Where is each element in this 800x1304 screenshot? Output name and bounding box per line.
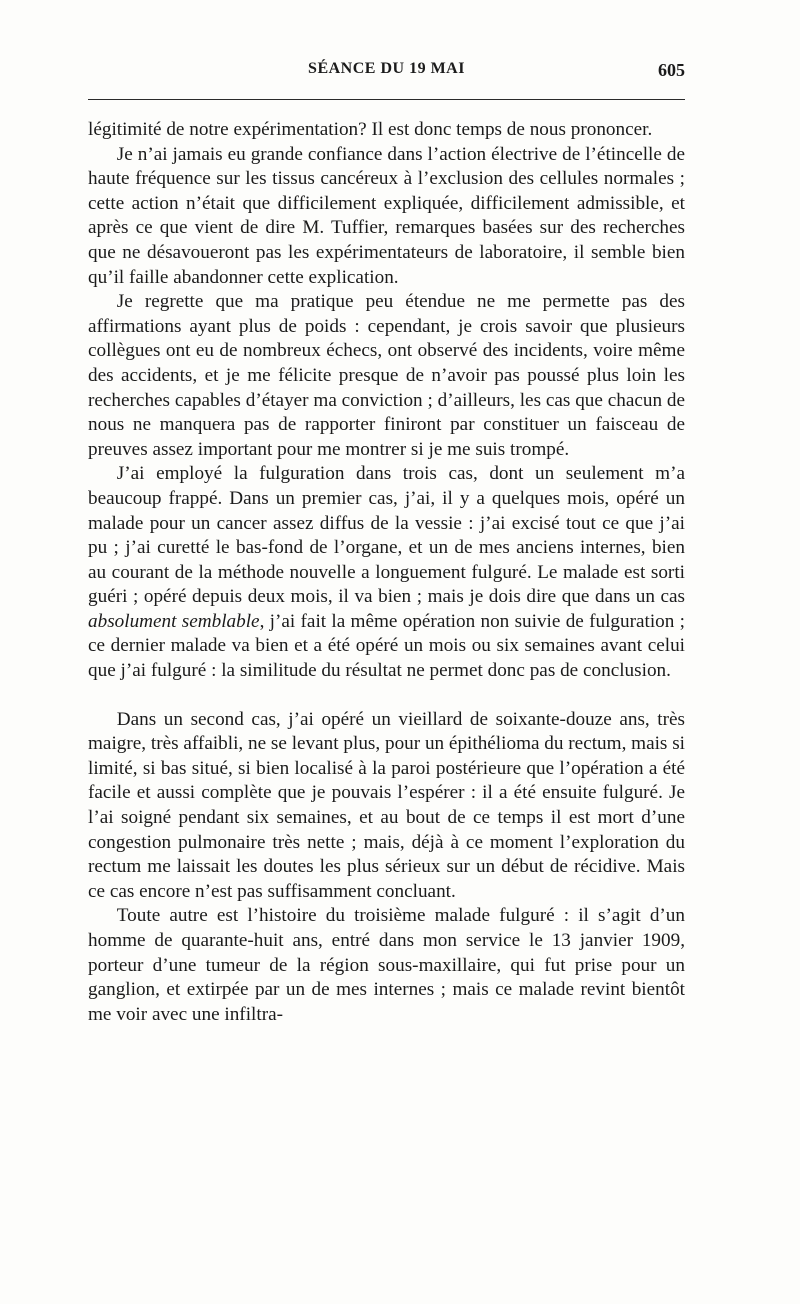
paragraph-2: Je n’ai jamais eu grande confiance dans l’action électrive de l’étincelle de haute fréquence sur les tissus cancéreux à l’exclusion des cellules normales ; cette action n’était que difficilement expliquée, difficilement admissible, et après ce que vient de dire M. Tuffier, remarques basées sur des recherches que ne désavoueront pas les expérimentateurs de laboratoire, il semble bien qu’il faille abandonner cette explication. bbox=[88, 143, 685, 288]
paragraph-4-italic: absolument semblable bbox=[88, 610, 260, 632]
page-number: 605 bbox=[658, 60, 685, 80]
paragraph-4 bbox=[88, 462, 685, 683]
paragraph-5: Dans un second cas, j’ai opéré un vieillard de soixante-douze ans, très maigre, très affaibli, ne se levant plus, pour un épithélioma du rectum, mais si limité, si bas situé, si bien localisé à la paroi postérieure que l’opération a été facile et aussi complète que je pouvais l’espérer : il a été ensuite fulguré. Je l’ai soigné pendant six semaines, et au bout de ce temps il est mort d’une congestion pulmonaire très nette ; mais, déjà à ce moment l’exploration du rectum me laissait les doutes les plus sérieux sur un début de récidive. Mais ce cas encore n’est pas suffisamment concluant. bbox=[88, 708, 685, 902]
paragraph-4-end: , j’ai fait la même opération non suivie de fulguration ; ce dernier malade va bien et a été opéré un mois ou six semaines avant celui que j’ai fulguré : la similitude du résultat ne permet donc pas de conclusion. bbox=[88, 610, 685, 682]
paragraph-1: légitimité de notre expérimentation? Il est donc temps de nous prononcer. bbox=[88, 119, 653, 140]
paragraph-6: Toute autre est l’histoire du troisième malade fulguré : il s’agit d’un homme de quarante-huit ans, entré dans mon service le 13 janvier 1909, porteur d’une tumeur de la région sous-maxillaire, qui fut prise pour un ganglion, et extirpée par un de mes internes ; mais ce malade revint bientôt me voir avec une infiltra- bbox=[88, 905, 685, 1025]
running-title: SÉANCE DU 19 MAI bbox=[308, 60, 465, 77]
header-rule bbox=[88, 99, 685, 100]
body-text bbox=[88, 118, 685, 1027]
paragraph-4-start: J’ai employé la fulguration dans trois cas, dont un seulement m’a beaucoup frappé. Dans un premier cas, j’ai, il y a quelques mois, opéré un malade pour un cancer assez diffus de la vessie : j’ai excisé tout ce que j’ai pu ; j’ai curetté le bas-fond de l’organe, et un de mes anciens internes, bien au courant de la méthode nouvelle a longuement fulguré. Le malade est sorti guéri ; opéré depuis deux mois, il va bien ; mais je dois dire que dans un cas bbox=[88, 463, 685, 608]
paragraph-3: Je regrette que ma pratique peu étendue ne me permette pas des affirmations ayant plus de poids : cependant, je crois savoir que plusieurs collègues ont eu de nombreux échecs, ont observé des incidents, voire même des accidents, et je me félicite presque de n’avoir pas poussé plus loin les recherches capables d’étayer ma conviction ; d’ailleurs, les cas que chacun de nous ne manquera pas de rapporter finiront par constituer un faisceau de preuves assez important pour me montrer si je me suis trompé. bbox=[88, 291, 685, 460]
page-header bbox=[88, 60, 685, 88]
